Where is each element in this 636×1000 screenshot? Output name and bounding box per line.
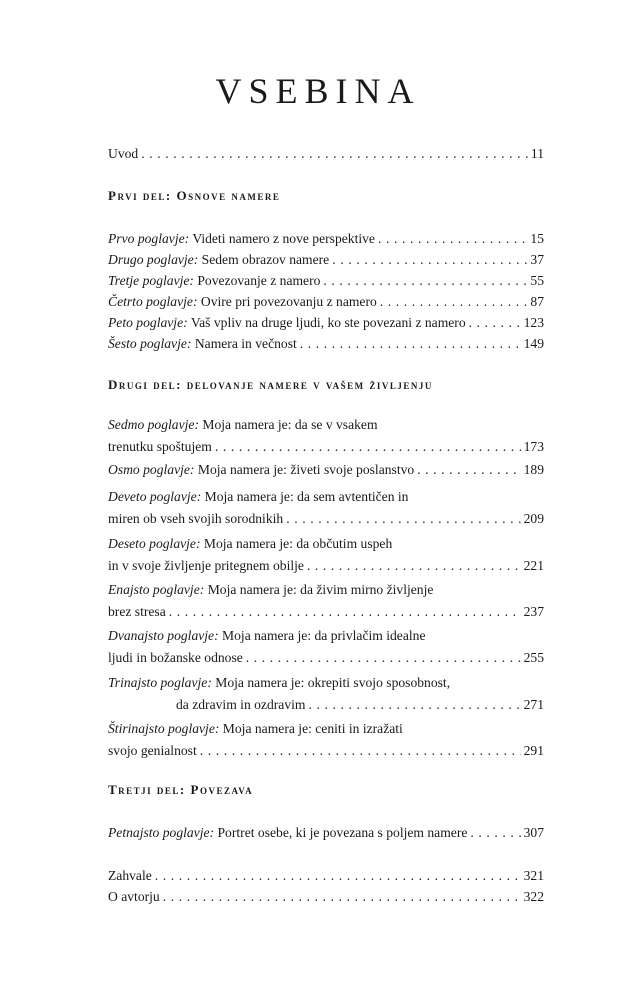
page-number: 322 — [523, 889, 544, 904]
chapter-title: Moja namera je: da živim mirno življenje — [207, 582, 434, 597]
page-number: 221 — [523, 558, 544, 573]
toc-entry-intro[interactable] — [108, 143, 544, 165]
part-heading-3: Tretji del: Povezava — [108, 782, 254, 797]
chapter-label: Sedmo poglavje: — [108, 417, 199, 432]
toc-entry-chapter-2[interactable] — [108, 249, 544, 271]
page-number: 209 — [523, 511, 544, 526]
chapter-label: Trinajsto poglavje: — [108, 675, 212, 690]
dot-leader — [141, 143, 528, 165]
toc-entry-chapter-14[interactable] — [108, 718, 544, 762]
dot-leader — [300, 333, 521, 355]
page-number: 87 — [530, 294, 544, 309]
dot-leader — [169, 601, 521, 623]
page-number: 271 — [523, 697, 544, 712]
chapter-label: Drugo poglavje: — [108, 252, 199, 267]
page-number: 255 — [523, 650, 544, 665]
toc-entry-chapter-6[interactable] — [108, 333, 544, 355]
chapter-label: Enajsto poglavje: — [108, 582, 205, 597]
page-title: VSEBINA — [215, 71, 421, 111]
dot-leader — [378, 228, 527, 250]
dot-leader — [155, 865, 521, 887]
page-number: 189 — [523, 462, 544, 477]
toc-entry-chapter-4[interactable] — [108, 291, 544, 313]
dot-leader — [246, 647, 521, 669]
toc-entry-acknowledgements[interactable] — [108, 865, 544, 887]
page-number: 307 — [523, 825, 544, 840]
toc-entry-chapter-15[interactable] — [108, 822, 544, 844]
dot-leader — [307, 555, 521, 577]
toc-entry-chapter-11[interactable] — [108, 579, 544, 623]
chapter-label: Četrto poglavje: — [108, 294, 198, 309]
chapter-label: Deveto poglavje: — [108, 489, 202, 504]
page-number: 15 — [530, 231, 544, 246]
toc-entry-chapter-13[interactable] — [108, 672, 544, 716]
page-number: 11 — [530, 146, 544, 161]
dot-leader — [470, 822, 520, 844]
page-number: 149 — [523, 336, 544, 351]
page-number: 321 — [523, 868, 544, 883]
chapter-label: Dvanajsto poglavje: — [108, 628, 219, 643]
chapter-title: Moja namera je: da sem avtentičen in — [204, 489, 409, 504]
dot-leader — [332, 249, 527, 271]
chapter-title: Moja namera je: da privlačim idealne — [222, 628, 426, 643]
toc-entry-about-author[interactable] — [108, 886, 544, 908]
dot-leader — [308, 694, 520, 716]
part-heading-2: Drugi del: delovanje namere v vašem življenju — [108, 377, 433, 392]
chapter-title-continued: trenutku spoštujem — [108, 439, 212, 454]
entry-title: O avtorju — [108, 889, 160, 904]
chapter-title: Portret osebe, ki je povezana s poljem namere — [217, 825, 468, 840]
chapter-title: Videti namero z nove perspektive — [192, 231, 375, 246]
chapter-title: Moja namera je: ceniti in izražati — [222, 721, 403, 736]
chapter-title: Ovire pri povezovanju z namero — [200, 294, 377, 309]
chapter-title: Vaš vpliv na druge ljudi, ko ste povezani z namero — [190, 315, 466, 330]
chapter-title: Moja namera je: da se v vsakem — [202, 417, 378, 432]
toc-entry-chapter-9[interactable] — [108, 486, 544, 530]
toc-entry-chapter-10[interactable] — [108, 533, 544, 577]
entry-title: Zahvale — [108, 868, 152, 883]
chapter-label: Tretje poglavje: — [108, 273, 194, 288]
chapter-title-continued: svojo genialnost — [108, 743, 197, 758]
dot-leader — [469, 312, 521, 334]
chapter-label: Štirinajsto poglavje: — [108, 721, 220, 736]
dot-leader — [323, 270, 527, 292]
chapter-label: Osmo poglavje: — [108, 462, 195, 477]
chapter-title: Sedem obrazov namere — [201, 252, 330, 267]
page-number: 237 — [523, 604, 544, 619]
chapter-label: Šesto poglavje: — [108, 336, 192, 351]
chapter-label: Prvo poglavje: — [108, 231, 190, 246]
part-heading-1: Prvi del: Osnove namere — [108, 188, 281, 203]
page-number: 37 — [530, 252, 544, 267]
dot-leader — [200, 740, 521, 762]
toc-entry-chapter-5[interactable] — [108, 312, 544, 334]
toc-entry-chapter-1[interactable] — [108, 228, 544, 250]
toc-entry-chapter-7[interactable] — [108, 414, 544, 458]
page-number: 123 — [523, 315, 544, 330]
toc-entry-chapter-3[interactable] — [108, 270, 544, 292]
dot-leader — [215, 436, 521, 458]
chapter-title-continued: brez stresa — [108, 604, 166, 619]
dot-leader — [163, 886, 521, 908]
chapter-label: Peto poglavje: — [108, 315, 188, 330]
page-number: 173 — [523, 439, 544, 454]
chapter-title-continued: da zdravim in ozdravim — [176, 697, 306, 712]
entry-title: Uvod — [108, 146, 139, 161]
chapter-title-continued: ljudi in božanske odnose — [108, 650, 243, 665]
chapter-title: Moja namera je: okrepiti svojo sposobnost, — [215, 675, 451, 690]
chapter-title: Moja namera je: da občutim uspeh — [203, 536, 393, 551]
chapter-title: Namera in večnost — [194, 336, 297, 351]
chapter-title: Moja namera je: živeti svoje poslanstvo — [197, 462, 415, 477]
dot-leader — [380, 291, 528, 313]
chapter-title-continued: miren ob vseh svojih sorodnikih — [108, 511, 284, 526]
dot-leader — [286, 508, 520, 530]
chapter-title: Povezovanje z namero — [197, 273, 321, 288]
page-number: 55 — [530, 273, 544, 288]
chapter-title-continued: in v svoje življenje pritegnem obilje — [108, 558, 304, 573]
chapter-label: Petnajsto poglavje: — [108, 825, 215, 840]
toc-entry-chapter-8[interactable] — [108, 459, 544, 481]
toc-entry-chapter-12[interactable] — [108, 625, 544, 669]
dot-leader — [417, 459, 520, 481]
page-number: 291 — [523, 743, 544, 758]
chapter-label: Deseto poglavje: — [108, 536, 201, 551]
